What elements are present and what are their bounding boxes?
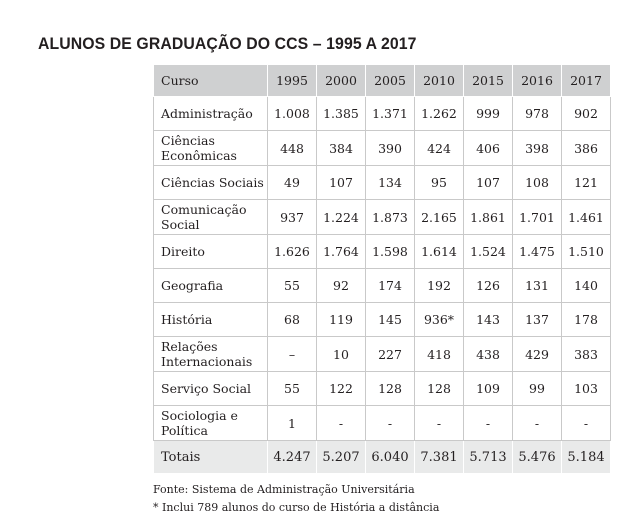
total-cell: 6.040: [366, 441, 415, 474]
table-cell: -: [366, 406, 415, 441]
table-cell: 1.764: [317, 235, 366, 269]
table-cell: 109: [464, 372, 513, 406]
table-cell: 122: [317, 372, 366, 406]
table-cell: 121: [562, 166, 611, 200]
table-cell: 143: [464, 303, 513, 337]
total-cell: 7.381: [415, 441, 464, 474]
column-header-year: 2010: [415, 65, 464, 97]
table-row: [154, 97, 611, 131]
table-cell: 936*: [415, 303, 464, 337]
course-name: Relações Internacionais: [154, 337, 268, 372]
table-cell: 95: [415, 166, 464, 200]
course-name: Direito: [154, 235, 268, 269]
course-name: Ciências Econômicas: [154, 131, 268, 166]
course-name: Geografia: [154, 269, 268, 303]
table-cell: 1.614: [415, 235, 464, 269]
course-name: Sociologia e Política: [154, 406, 268, 441]
table-cell: 119: [317, 303, 366, 337]
table-cell: 937: [268, 200, 317, 235]
totals-label: Totais: [154, 441, 268, 474]
table-cell: 1.385: [317, 97, 366, 131]
table-cell: 92: [317, 269, 366, 303]
table-cell: 978: [513, 97, 562, 131]
table-row: [154, 235, 611, 269]
page-title: ALUNOS DE GRADUAÇÃO DO CCS – 1995 A 2017: [38, 34, 417, 53]
column-header-year: 2000: [317, 65, 366, 97]
table-cell: 383: [562, 337, 611, 372]
column-header-year: 2015: [464, 65, 513, 97]
table-row: [154, 269, 611, 303]
column-header-year: 1995: [268, 65, 317, 97]
table-cell: 49: [268, 166, 317, 200]
column-header-year: 2005: [366, 65, 415, 97]
column-header-curso: Curso: [154, 65, 268, 97]
table-cell: 1.701: [513, 200, 562, 235]
total-cell: 5.476: [513, 441, 562, 474]
table-cell: 137: [513, 303, 562, 337]
table-cell: 10: [317, 337, 366, 372]
table-cell: 384: [317, 131, 366, 166]
table-cell: 55: [268, 269, 317, 303]
table-header-row: [154, 65, 611, 97]
table-cell: 55: [268, 372, 317, 406]
table-cell: 68: [268, 303, 317, 337]
source-note: Fonte: Sistema de Administração Universitária: [153, 483, 415, 496]
course-name: Ciências Sociais: [154, 166, 268, 200]
table-cell: 178: [562, 303, 611, 337]
course-name: História: [154, 303, 268, 337]
table-cell: 1.598: [366, 235, 415, 269]
table-cell: -: [513, 406, 562, 441]
table-cell: 128: [366, 372, 415, 406]
table-cell: 140: [562, 269, 611, 303]
total-cell: 5.207: [317, 441, 366, 474]
table-row: [154, 337, 611, 372]
table-cell: 192: [415, 269, 464, 303]
table-cell: 126: [464, 269, 513, 303]
table-row: [154, 406, 611, 441]
table-cell: 1.861: [464, 200, 513, 235]
table-cell: 1.510: [562, 235, 611, 269]
table-cell: 429: [513, 337, 562, 372]
table-cell: 406: [464, 131, 513, 166]
total-cell: 4.247: [268, 441, 317, 474]
table-cell: 1.461: [562, 200, 611, 235]
table-cell: 390: [366, 131, 415, 166]
table-cell: 2.165: [415, 200, 464, 235]
table-cell: 145: [366, 303, 415, 337]
course-name: Comunicação Social: [154, 200, 268, 235]
course-name: Serviço Social: [154, 372, 268, 406]
totals-row: [154, 441, 611, 474]
column-header-year: 2016: [513, 65, 562, 97]
footnote: * Inclui 789 alunos do curso de História a distância: [153, 501, 440, 514]
table-cell: 103: [562, 372, 611, 406]
table-cell: 107: [464, 166, 513, 200]
table-cell: -: [562, 406, 611, 441]
table-cell: -: [415, 406, 464, 441]
table-row: [154, 303, 611, 337]
table-cell: 108: [513, 166, 562, 200]
table-notes: [153, 481, 439, 517]
table-cell: 1: [268, 406, 317, 441]
table-cell: 902: [562, 97, 611, 131]
table-cell: 128: [415, 372, 464, 406]
table-row: [154, 200, 611, 235]
table-cell: 1.873: [366, 200, 415, 235]
table-cell: 107: [317, 166, 366, 200]
table-cell: 1.371: [366, 97, 415, 131]
table-cell: 99: [513, 372, 562, 406]
table-cell: 1.524: [464, 235, 513, 269]
students-table: [153, 64, 611, 474]
table-cell: 174: [366, 269, 415, 303]
table-cell: 1.262: [415, 97, 464, 131]
table-cell: 448: [268, 131, 317, 166]
table-cell: 386: [562, 131, 611, 166]
course-name: Administração: [154, 97, 268, 131]
table-cell: 1.224: [317, 200, 366, 235]
table-cell: -: [317, 406, 366, 441]
table-cell: 1.008: [268, 97, 317, 131]
column-header-year: 2017: [562, 65, 611, 97]
table-cell: 227: [366, 337, 415, 372]
total-cell: 5.713: [464, 441, 513, 474]
table-row: [154, 166, 611, 200]
table-cell: 134: [366, 166, 415, 200]
table-row: [154, 131, 611, 166]
table-row: [154, 372, 611, 406]
table-cell: 418: [415, 337, 464, 372]
table-cell: 131: [513, 269, 562, 303]
table-cell: 438: [464, 337, 513, 372]
total-cell: 5.184: [562, 441, 611, 474]
table-cell: –: [268, 337, 317, 372]
table-cell: 1.626: [268, 235, 317, 269]
table-cell: 999: [464, 97, 513, 131]
table-cell: 424: [415, 131, 464, 166]
table-cell: -: [464, 406, 513, 441]
table-cell: 398: [513, 131, 562, 166]
table-cell: 1.475: [513, 235, 562, 269]
